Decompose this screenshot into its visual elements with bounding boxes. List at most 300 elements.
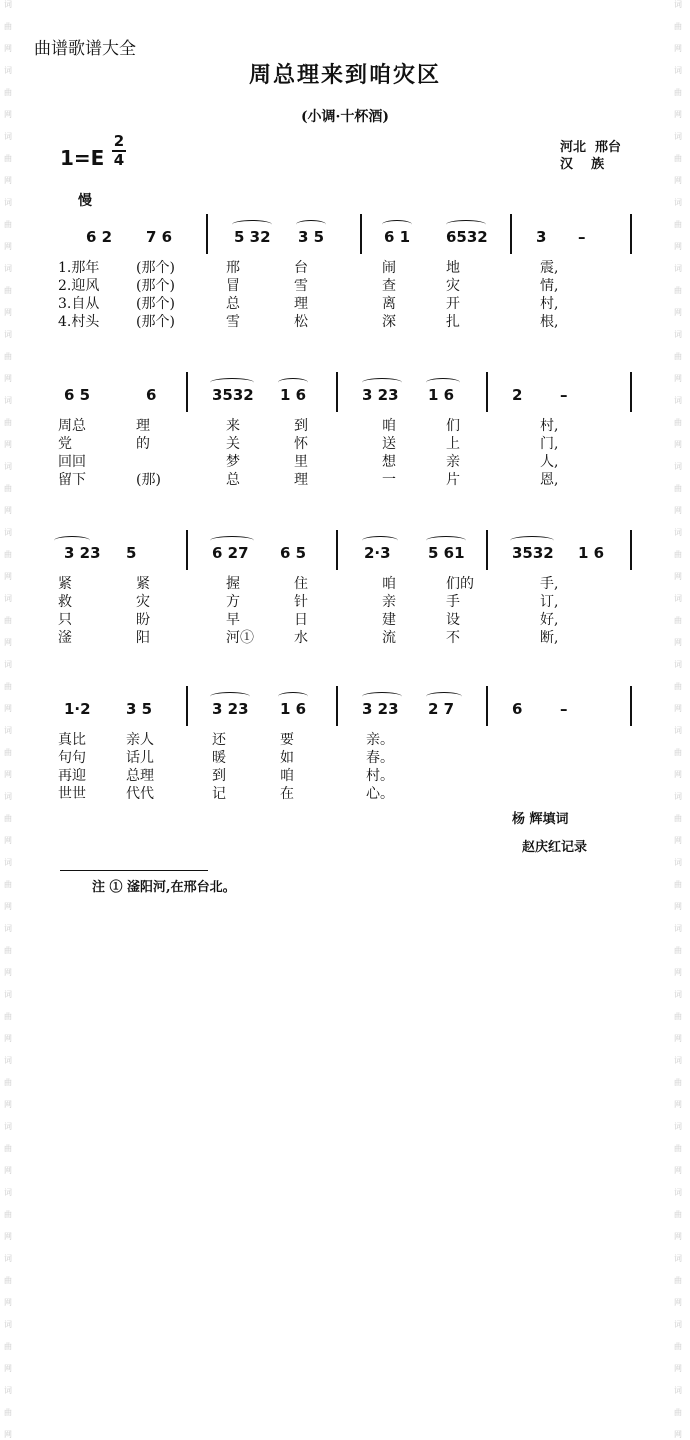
lyric-word: 暖 <box>212 750 226 766</box>
lyric-word: 雪 <box>226 314 240 330</box>
lyric-word: 扎 <box>446 314 460 330</box>
watermark-glyph: 词 <box>4 924 12 933</box>
watermark-glyph: 曲 <box>4 946 12 955</box>
lyric-word: 不 <box>446 630 460 646</box>
note-group: 1 6 <box>578 544 605 562</box>
lyric-word: 松 <box>294 314 308 330</box>
slur <box>362 536 398 545</box>
bar-line <box>206 214 208 254</box>
watermark-glyph: 曲 <box>674 550 682 559</box>
lyric-word: 理 <box>294 472 308 488</box>
lyric-word: 查 <box>382 278 396 294</box>
lyric-word: 一 <box>382 472 396 488</box>
watermark-glyph: 网 <box>674 770 682 779</box>
lyric-word: 手 <box>446 594 460 610</box>
watermark-glyph: 词 <box>674 924 682 933</box>
watermark-glyph: 词 <box>674 858 682 867</box>
watermark-glyph: 曲 <box>674 682 682 691</box>
watermark-glyph: 词 <box>674 726 682 735</box>
watermark-glyph: 网 <box>674 308 682 317</box>
watermark-glyph: 词 <box>4 1386 12 1395</box>
watermark-glyph: 网 <box>674 836 682 845</box>
lyric-word: 方 <box>226 594 240 610</box>
watermark-glyph: 曲 <box>4 550 12 559</box>
watermark-glyph: 网 <box>674 1298 682 1307</box>
lyric-word: (那个) <box>136 296 175 312</box>
lyric-word: 总 <box>226 472 240 488</box>
watermark-glyph: 曲 <box>674 286 682 295</box>
watermark-glyph: 词 <box>674 330 682 339</box>
watermark-glyph: 词 <box>4 1188 12 1197</box>
lyric-word: 真比 <box>58 732 86 748</box>
watermark-glyph: 词 <box>674 1188 682 1197</box>
lyric-word: 村。 <box>366 768 394 784</box>
watermark-glyph: 曲 <box>674 1342 682 1351</box>
bar-line <box>186 530 188 570</box>
lyric-word: 里 <box>294 454 308 470</box>
watermark-glyph: 网 <box>674 374 682 383</box>
watermark-glyph: 网 <box>674 704 682 713</box>
watermark-glyph: 词 <box>4 660 12 669</box>
bar-line <box>630 372 632 412</box>
lyric-word: 震, <box>540 260 559 276</box>
lyric-word: 灾 <box>446 278 460 294</box>
lyric-word: 手, <box>540 576 559 592</box>
watermark-glyph: 曲 <box>674 1276 682 1285</box>
lyric-word: 片 <box>446 472 460 488</box>
watermark-glyph: 词 <box>4 264 12 273</box>
watermark-glyph: 网 <box>674 572 682 581</box>
lyric-word: 怀 <box>294 436 308 452</box>
watermark-glyph: 词 <box>4 132 12 141</box>
watermark-glyph: 网 <box>674 1430 682 1439</box>
lyric-word: 亲人 <box>126 732 154 748</box>
watermark-glyph: 网 <box>4 242 12 251</box>
watermark-glyph: 词 <box>4 594 12 603</box>
slur <box>382 220 412 229</box>
watermark-glyph: 曲 <box>674 1408 682 1417</box>
lyric-word: 句句 <box>58 750 86 766</box>
song-origin: 河北 邢台 汉 族 <box>560 140 622 172</box>
watermark-glyph: 网 <box>4 1100 12 1109</box>
note-group: 7 6 <box>146 228 173 246</box>
watermark-glyph: 曲 <box>4 880 12 889</box>
note-group: 1·2 <box>64 700 91 718</box>
lyric-word: 只 <box>58 612 72 628</box>
watermark-glyph: 词 <box>674 528 682 537</box>
note-group: 1 6 <box>280 386 307 404</box>
lyric-word: 情, <box>540 278 559 294</box>
lyric-word: 订, <box>540 594 559 610</box>
slur <box>362 692 402 701</box>
note-group: 3532 <box>512 544 554 562</box>
slur <box>232 220 272 229</box>
lyric-word: 咱 <box>382 576 396 592</box>
lyric-word: 河① <box>226 630 254 646</box>
watermark-glyph: 曲 <box>4 484 12 493</box>
watermark-glyph: 曲 <box>4 1408 12 1417</box>
watermark-glyph: 网 <box>4 1034 12 1043</box>
watermark-glyph: 词 <box>4 1056 12 1065</box>
watermark-right <box>672 0 686 1439</box>
lyric-word: 心。 <box>366 786 394 802</box>
lyric-word: 理 <box>294 296 308 312</box>
lyric-word: 阳 <box>136 630 150 646</box>
lyric-word: 救 <box>58 594 72 610</box>
lyric-word: (那个) <box>136 314 175 330</box>
watermark-glyph: 网 <box>4 1232 12 1241</box>
watermark-glyph: 曲 <box>674 220 682 229</box>
lyric-word: 送 <box>382 436 396 452</box>
lyric-word: 紧 <box>136 576 150 592</box>
tempo-marking: 慢 <box>78 193 92 209</box>
lyric-word: 滏 <box>58 630 72 646</box>
lyric-word: 闹 <box>382 260 396 276</box>
watermark-glyph: 曲 <box>4 814 12 823</box>
watermark-glyph: 网 <box>674 968 682 977</box>
watermark-glyph: 词 <box>674 66 682 75</box>
watermark-glyph: 网 <box>674 110 682 119</box>
slur <box>510 536 554 545</box>
watermark-glyph: 词 <box>674 1386 682 1395</box>
watermark-glyph: 曲 <box>674 1078 682 1087</box>
lyric-word: 咱 <box>382 418 396 434</box>
watermark-glyph: 词 <box>674 1056 682 1065</box>
slur <box>278 378 308 387</box>
note-group: 6 <box>512 700 523 718</box>
bar-line <box>336 686 338 726</box>
lyric-word: 党 <box>58 436 72 452</box>
watermark-glyph: 网 <box>4 968 12 977</box>
watermark-glyph: 词 <box>674 660 682 669</box>
watermark-glyph: 网 <box>4 836 12 845</box>
lyric-word: 台 <box>294 260 308 276</box>
watermark-glyph: 曲 <box>4 616 12 625</box>
lyric-word: 在 <box>280 786 294 802</box>
watermark-glyph: 网 <box>4 1298 12 1307</box>
lyric-word: 的 <box>136 436 150 452</box>
lyric-word: 们的 <box>446 576 474 592</box>
lyric-word: 们 <box>446 418 460 434</box>
watermark-glyph: 网 <box>4 638 12 647</box>
watermark-glyph: 网 <box>4 308 12 317</box>
lyric-word: 人, <box>540 454 559 470</box>
lyric-word: 早 <box>226 612 240 628</box>
footnote: 注 ① 滏阳河,在邢台北。 <box>92 880 236 895</box>
lyric-word: 世世 <box>58 786 86 802</box>
lyric-word: 2.迎风 <box>58 278 100 294</box>
bar-line <box>630 530 632 570</box>
lyric-word: 冒 <box>226 278 240 294</box>
lyric-word: 根, <box>540 314 559 330</box>
watermark-glyph: 曲 <box>674 22 682 31</box>
lyric-word: 要 <box>280 732 294 748</box>
note-group: 3 23 <box>212 700 249 718</box>
watermark-glyph: 曲 <box>674 352 682 361</box>
watermark-glyph: 词 <box>4 990 12 999</box>
watermark-glyph: 网 <box>674 1166 682 1175</box>
watermark-glyph: 词 <box>4 726 12 735</box>
bar-line <box>630 214 632 254</box>
watermark-glyph: 词 <box>674 198 682 207</box>
bar-line <box>186 686 188 726</box>
watermark-glyph: 曲 <box>4 220 12 229</box>
watermark-glyph: 曲 <box>674 880 682 889</box>
watermark-glyph: 词 <box>674 132 682 141</box>
lyric-word: 还 <box>212 732 226 748</box>
lyric-word: (那个) <box>136 260 175 276</box>
credit-lyricist: 杨 辉填词 <box>512 812 569 827</box>
lyric-word: 到 <box>212 768 226 784</box>
watermark-glyph: 网 <box>674 1034 682 1043</box>
lyric-word: 再迎 <box>58 768 86 784</box>
watermark-glyph: 词 <box>674 264 682 273</box>
watermark-glyph: 词 <box>4 792 12 801</box>
watermark-glyph: 网 <box>674 44 682 53</box>
lyric-word: 门, <box>540 436 559 452</box>
lyric-word: (那) <box>136 472 161 488</box>
lyric-word: 日 <box>294 612 308 628</box>
watermark-glyph: 网 <box>674 1364 682 1373</box>
watermark-glyph: 曲 <box>4 1210 12 1219</box>
note-group: 1 6 <box>280 700 307 718</box>
watermark-glyph: 曲 <box>674 1144 682 1153</box>
lyric-word: 深 <box>382 314 396 330</box>
bar-line <box>186 372 188 412</box>
watermark-glyph: 网 <box>674 1232 682 1241</box>
slur <box>426 536 466 545</box>
note-group: 5 <box>126 544 137 562</box>
watermark-glyph: 词 <box>674 0 682 9</box>
watermark-glyph: 曲 <box>674 748 682 757</box>
note-group: 3 5 <box>126 700 153 718</box>
lyric-word: 针 <box>294 594 308 610</box>
lyric-word: 3.自从 <box>58 296 100 312</box>
slur <box>296 220 326 229</box>
watermark-glyph: 网 <box>4 1364 12 1373</box>
time-signature <box>112 134 126 168</box>
lyric-word: 建 <box>382 612 396 628</box>
watermark-glyph: 词 <box>674 594 682 603</box>
bar-line <box>630 686 632 726</box>
watermark-glyph: 网 <box>674 1100 682 1109</box>
bar-line <box>336 530 338 570</box>
watermark-glyph: 曲 <box>4 286 12 295</box>
lyric-word: 邢 <box>226 260 240 276</box>
watermark-glyph: 网 <box>4 704 12 713</box>
watermark-glyph: 网 <box>4 1430 12 1439</box>
bar-line <box>486 372 488 412</box>
lyric-word: 村, <box>540 296 559 312</box>
watermark-glyph: 曲 <box>674 1210 682 1219</box>
watermark-glyph: 词 <box>4 198 12 207</box>
watermark-glyph: 网 <box>4 374 12 383</box>
lyric-word: 话儿 <box>126 750 154 766</box>
song-subtitle: (小调·十杯酒) <box>300 109 390 125</box>
watermark-glyph: 网 <box>674 902 682 911</box>
site-name: 曲谱歌谱大全 <box>34 39 136 59</box>
watermark-glyph: 词 <box>674 1122 682 1131</box>
bar-line <box>336 372 338 412</box>
watermark-glyph: 词 <box>4 1254 12 1263</box>
credit-recorder: 赵庆红记录 <box>522 840 588 855</box>
lyric-word: 到 <box>294 418 308 434</box>
lyric-word: 上 <box>446 436 460 452</box>
slur <box>54 536 90 545</box>
note-group: 6 1 <box>384 228 411 246</box>
watermark-glyph: 曲 <box>4 1078 12 1087</box>
slur <box>426 378 460 387</box>
lyric-word: 流 <box>382 630 396 646</box>
lyric-word: 开 <box>446 296 460 312</box>
watermark-glyph: 网 <box>4 176 12 185</box>
watermark-glyph: 曲 <box>674 418 682 427</box>
lyric-word: 亲 <box>446 454 460 470</box>
lyric-word: 好, <box>540 612 559 628</box>
note-group: 6532 <box>446 228 488 246</box>
watermark-glyph: 网 <box>674 242 682 251</box>
lyric-word: 握 <box>226 576 240 592</box>
lyric-word: 总理 <box>126 768 154 784</box>
lyric-word: 留下 <box>58 472 86 488</box>
watermark-glyph: 曲 <box>4 682 12 691</box>
watermark-glyph: 曲 <box>674 1012 682 1021</box>
watermark-glyph: 词 <box>674 396 682 405</box>
watermark-glyph: 曲 <box>4 1012 12 1021</box>
watermark-glyph: 网 <box>4 770 12 779</box>
lyric-word: 设 <box>446 612 460 628</box>
watermark-glyph: 网 <box>4 902 12 911</box>
watermark-glyph: 词 <box>674 792 682 801</box>
watermark-glyph: 词 <box>4 1320 12 1329</box>
watermark-left <box>2 0 16 1439</box>
note-group: 3532 <box>212 386 254 404</box>
lyric-word: 水 <box>294 630 308 646</box>
note-group: 1 6 <box>428 386 455 404</box>
watermark-glyph: 网 <box>674 506 682 515</box>
lyric-word: 想 <box>382 454 396 470</box>
lyric-word: 住 <box>294 576 308 592</box>
song-title: 周总理来到咱灾区 <box>248 62 441 88</box>
watermark-glyph: 词 <box>674 1254 682 1263</box>
lyric-word: 4.村头 <box>58 314 100 330</box>
note-group: 3 <box>536 228 547 246</box>
lyric-word: 亲 <box>382 594 396 610</box>
watermark-glyph: 曲 <box>4 1342 12 1351</box>
note-group: 3 23 <box>362 700 399 718</box>
watermark-glyph: 曲 <box>4 154 12 163</box>
lyric-word: 地 <box>446 260 460 276</box>
footnote-divider <box>60 870 208 871</box>
watermark-glyph: 曲 <box>4 1144 12 1153</box>
note-group: 6 27 <box>212 544 249 562</box>
bar-line <box>360 214 362 254</box>
lyric-word: 关 <box>226 436 240 452</box>
bar-line <box>486 530 488 570</box>
note-group: 6 5 <box>64 386 91 404</box>
slur <box>210 378 254 387</box>
lyric-word: 理 <box>136 418 150 434</box>
note-group: 6 2 <box>86 228 113 246</box>
lyric-word: 1.那年 <box>58 260 100 276</box>
note-group: 5 32 <box>234 228 271 246</box>
watermark-glyph: 曲 <box>4 748 12 757</box>
watermark-glyph: 曲 <box>4 352 12 361</box>
note-group: – <box>578 228 586 246</box>
bar-line <box>486 686 488 726</box>
lyric-word: 村, <box>540 418 559 434</box>
watermark-glyph: 网 <box>4 440 12 449</box>
lyric-word: 周总 <box>58 418 86 434</box>
slur <box>446 220 486 229</box>
lyric-word: (那个) <box>136 278 175 294</box>
watermark-glyph: 曲 <box>674 154 682 163</box>
watermark-glyph: 词 <box>4 528 12 537</box>
lyric-word: 恩, <box>540 472 559 488</box>
watermark-glyph: 词 <box>674 1320 682 1329</box>
watermark-glyph: 词 <box>4 0 12 9</box>
watermark-glyph: 曲 <box>674 484 682 493</box>
lyric-word: 来 <box>226 418 240 434</box>
watermark-glyph: 网 <box>674 176 682 185</box>
lyric-word: 盼 <box>136 612 150 628</box>
note-group: – <box>560 700 568 718</box>
watermark-glyph: 词 <box>674 990 682 999</box>
lyric-word: 记 <box>212 786 226 802</box>
meter-top: 2 <box>113 132 125 150</box>
watermark-glyph: 曲 <box>4 1276 12 1285</box>
lyric-word: 咱 <box>280 768 294 784</box>
watermark-glyph: 网 <box>4 506 12 515</box>
watermark-glyph: 曲 <box>4 88 12 97</box>
lyric-word: 如 <box>280 750 294 766</box>
watermark-glyph: 词 <box>4 1122 12 1131</box>
lyric-word: 总 <box>226 296 240 312</box>
watermark-glyph: 词 <box>4 330 12 339</box>
slur <box>210 536 254 545</box>
watermark-glyph: 曲 <box>4 22 12 31</box>
note-group: 6 <box>146 386 157 404</box>
lyric-word: 梦 <box>226 454 240 470</box>
slur <box>210 692 250 701</box>
watermark-glyph: 曲 <box>674 616 682 625</box>
note-group: 2·3 <box>364 544 391 562</box>
watermark-glyph: 词 <box>4 858 12 867</box>
lyric-word: 断, <box>540 630 559 646</box>
meter-bottom: 4 <box>113 151 125 169</box>
watermark-glyph: 网 <box>674 440 682 449</box>
lyric-word: 代代 <box>126 786 154 802</box>
lyric-word: 雪 <box>294 278 308 294</box>
lyric-word: 灾 <box>136 594 150 610</box>
lyric-word: 春。 <box>366 750 394 766</box>
watermark-glyph: 词 <box>4 396 12 405</box>
watermark-glyph: 曲 <box>674 88 682 97</box>
note-group: 2 <box>512 386 523 404</box>
watermark-glyph: 曲 <box>674 946 682 955</box>
watermark-glyph: 曲 <box>4 418 12 427</box>
note-group: 3 5 <box>298 228 325 246</box>
watermark-glyph: 网 <box>4 110 12 119</box>
key-signature: 1=E <box>60 146 105 170</box>
lyric-word: 紧 <box>58 576 72 592</box>
slur <box>426 692 462 701</box>
watermark-glyph: 曲 <box>674 814 682 823</box>
note-group: 3 23 <box>64 544 101 562</box>
slur <box>362 378 402 387</box>
watermark-glyph: 网 <box>4 572 12 581</box>
slur <box>278 692 308 701</box>
